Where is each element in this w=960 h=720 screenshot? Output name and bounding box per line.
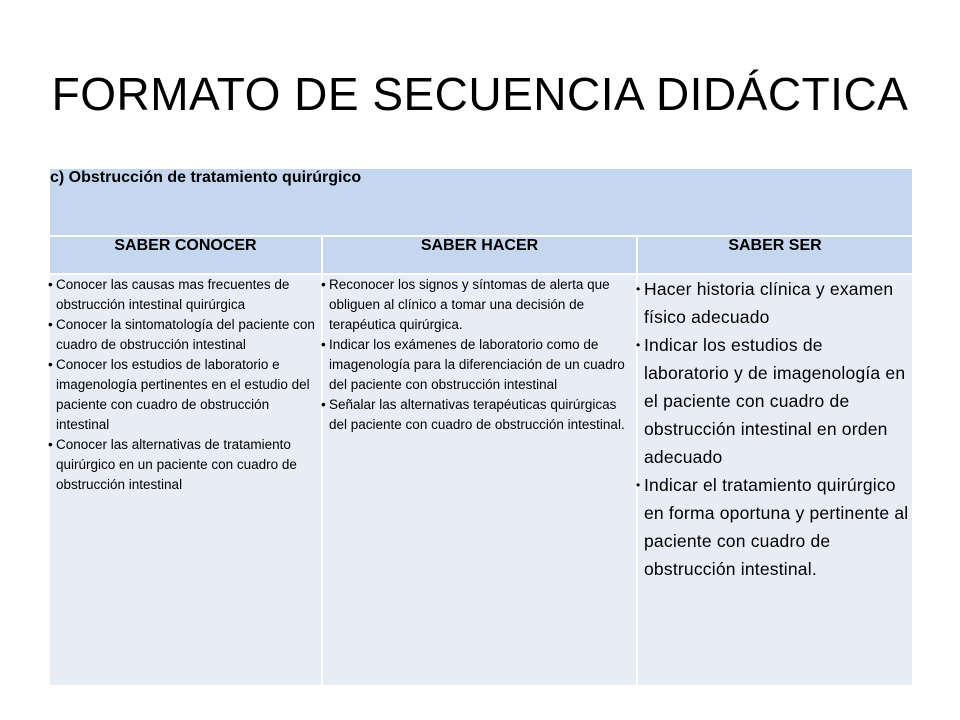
list-item-text: Indicar los estudios de laboratorio y de imagenología en el paciente con cuadro de obstrucción intestinal en orden adecuado [644,335,906,467]
list-item [50,315,321,355]
list-item [50,435,321,495]
list-item-text: Conocer las alternativas de tratamiento quirúrgico en un paciente con cuadro de obstrucción intestinal [56,437,297,492]
list-item-text: Conocer la sintomatología del paciente con cuadro de obstrucción intestinal [56,317,315,352]
bullet-icon: • [321,277,326,292]
column-header-saber-conocer: SABER CONOCER [49,236,322,274]
saber-ser-cell [637,274,913,686]
content-row [49,274,913,686]
list-item [638,275,912,331]
bullet-icon: • [321,397,326,412]
saber-conocer-cell [49,274,322,686]
column-header-saber-hacer: SABER HACER [322,236,637,274]
list-item-text: Conocer las causas mas frecuentes de obstrucción intestinal quirúrgica [56,277,290,312]
list-item [50,275,321,315]
bullet-icon: • [48,357,53,372]
bullet-icon: • [48,437,53,452]
bullet-icon: • [636,478,641,492]
didactic-sequence-table [48,167,914,687]
list-item [323,275,636,335]
list-item [323,335,636,395]
column-header-saber-ser: SABER SER [637,236,913,274]
list-item-text: Reconocer los signos y síntomas de alerta que obliguen al clínico a tomar una decisión de terapéutica quirúrgica. [329,277,610,332]
saber-hacer-cell [322,274,637,686]
list-item [638,471,912,583]
list-item [638,331,912,471]
didactic-sequence-table-container [48,167,912,687]
list-item-text: Conocer los estudios de laboratorio e imagenología pertinentes en el estudio del paciente con cuadro de obstrucción intestinal [56,357,310,432]
bullet-icon: • [48,277,53,292]
column-header-row [49,236,913,274]
list-item [50,355,321,435]
saber-ser-list [638,275,912,583]
bullet-icon: • [321,337,326,352]
list-item-text: Señalar las alternativas terapéuticas quirúrgicas del paciente con cuadro de obstrucción intestinal. [329,397,625,432]
list-item-text: Indicar los exámenes de laboratorio como de imagenología para la diferenciación de un cuadro del paciente con obstrucción intestinal [329,337,625,392]
list-item-text: Hacer historia clínica y examen físico adecuado [644,279,894,327]
saber-hacer-list [323,275,636,435]
section-header-cell: c) Obstrucción de tratamiento quirúrgico [49,168,913,236]
list-item-text: Indicar el tratamiento quirúrgico en forma oportuna y pertinente al paciente con cuadro de obstrucción intestinal. [644,475,909,579]
slide-title: FORMATO DE SECUENCIA DIDÁCTICA [51,67,909,120]
bullet-icon: • [636,338,641,352]
section-header-row [49,168,913,236]
saber-conocer-list [50,275,321,495]
list-item [323,395,636,435]
bullet-icon: • [636,282,641,296]
bullet-icon: • [48,317,53,332]
